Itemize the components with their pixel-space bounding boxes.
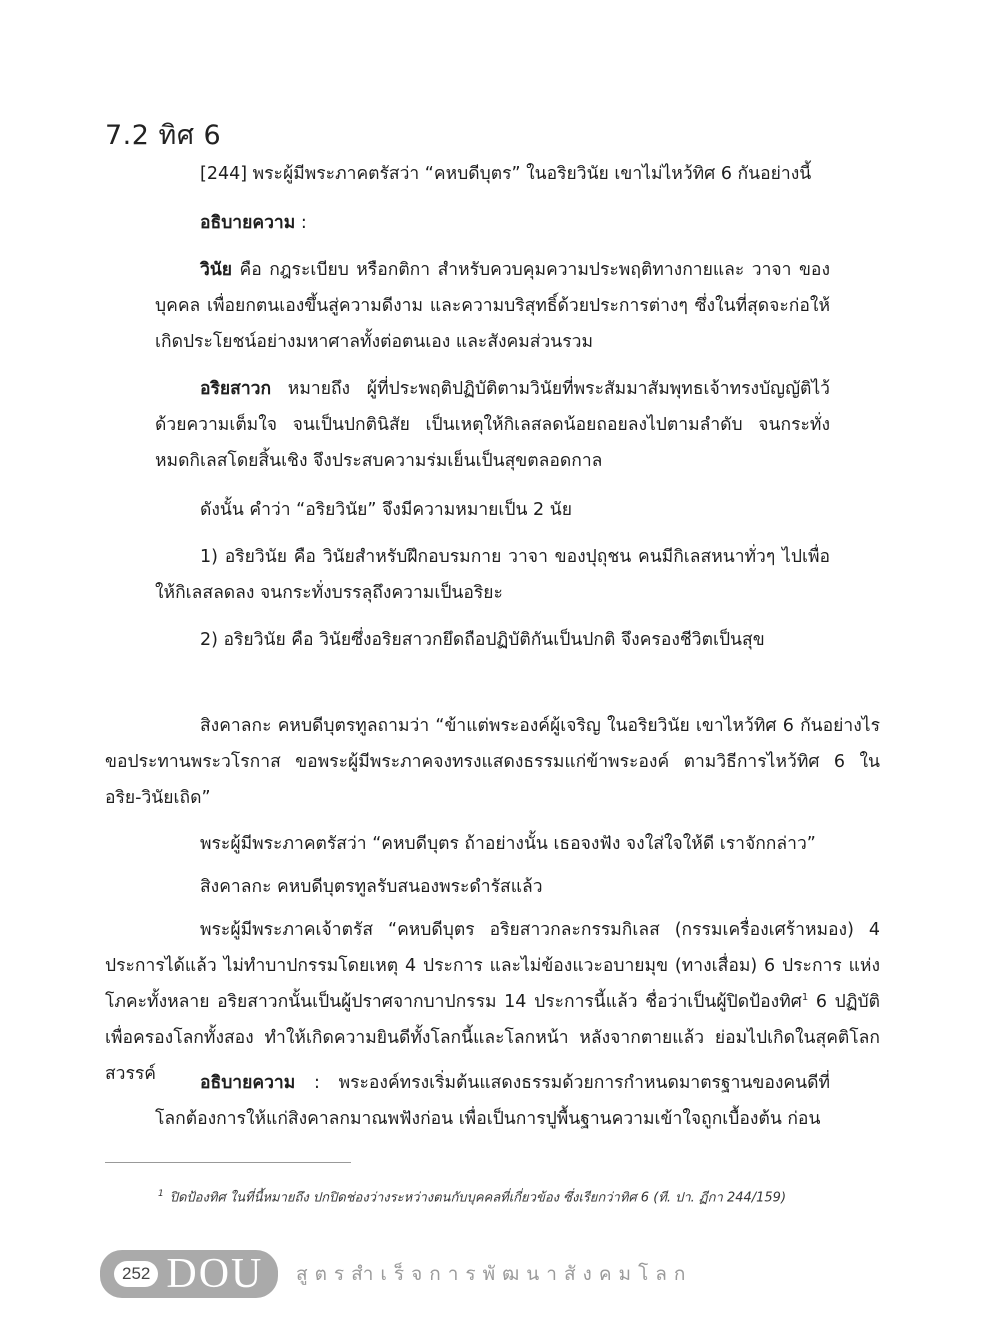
intro-text: [244] พระผู้มีพระภาคตรัสว่า “คหบดีบุตร” ในอริยวินัย เขาไม่ไหว้ทิศ 6 กันอย่างนี้ xyxy=(200,164,812,184)
paragraph-explanation-label xyxy=(155,205,830,241)
paragraph-two-meanings xyxy=(155,492,830,528)
vinaya-term: วินัย xyxy=(200,260,233,280)
teaching-text-b: 6 ปฏิบัติเพื่อครองโลกทั้งสอง ทำให้เกิดความยินดีทั้งโลกนี้และโลกหน้า หลังจากตายแล้ว ย่อมไปเกิดในสุคติโลกสวรรค์ xyxy=(105,992,880,1084)
footnote xyxy=(158,1184,878,1208)
page-number: 252 xyxy=(114,1261,158,1287)
explanation-text-2: : พระองค์ทรงเริ่มต้นแสดงธรรมด้วยการกำหนดมาตรฐานของคนดีที่โลกต้องการให้แก่สิงคาลกมาณพฟังก่อน เพื่อเป็นการปูพื้นฐานความเข้าใจถูกเบื้องต้น ก่อน xyxy=(155,1073,830,1129)
section-heading: 7.2 ทิศ 6 xyxy=(105,120,222,151)
explanation-label-2: อธิบายความ xyxy=(200,1073,296,1093)
paragraph-explanation-2 xyxy=(155,1065,830,1137)
paragraph-ariyasavaka xyxy=(155,371,830,479)
dou-logo: DOU xyxy=(166,1251,264,1297)
footnote-reference[interactable]: 1 xyxy=(801,992,809,1004)
meaning-two-text: 2) อริยวินัย คือ วินัยซึ่งอริยสาวกยึดถือปฏิบัติกันเป็นปกติ จึงครองชีวิตเป็นสุข xyxy=(200,630,765,650)
paragraph-vinaya xyxy=(155,252,830,360)
footnote-divider xyxy=(105,1162,351,1163)
footer-badge xyxy=(100,1250,278,1298)
two-meanings-text: ดังนั้น คำว่า “อริยวินัย” จึงมีความหมายเป็น 2 นัย xyxy=(200,500,572,520)
explanation-label: อธิบายความ xyxy=(200,213,296,233)
page-footer xyxy=(100,1249,692,1299)
footnote-text: ปิดป้องทิศ ในที่นี้หมายถึง ปกปิดช่องว่างระหว่างตนกับบุคคลที่เกี่ยวข้อง ซึ่งเรียกว่าทิศ 6 (ที. ปา. ฏีกา 244/159) xyxy=(169,1190,787,1206)
teaching-text-a: พระผู้มีพระภาคเจ้าตรัส “คหบดีบุตร อริยสาวกละกรรมกิเลส (กรรมเครื่องเศร้าหมอง) 4 ประการได้แล้ว ไม่ทำบาปกรรมโดยเหตุ 4 ประการ และไม่ข้องแวะอบายมุข (ทางเสื่อม) 6 ประการ แห่งโภคะทั้งหลาย อริยสาวกนั้นเป็นผู้ปราศจากบาปกรรม 14 ประการนี้แล้ว ชื่อว่าเป็นผู้ปิดป้องทิศ xyxy=(105,920,880,1012)
explanation-colon: : xyxy=(295,213,307,233)
ariyasavaka-definition: หมายถึง ผู้ที่ประพฤติปฏิบัติตามวินัยที่พระสัมมาสัมพุทธเจ้าทรงบัญญัติไว้ด้วยความเต็มใจ จนเป็นปกตินิสัย เป็นเหตุให้กิเลสลดน้อยถอยลงไปตามลำดับ จนกระทั่ง หมดกิเลสโดยสิ้นเชิง จึงประสบความร่มเย็นเป็นสุขตลอดกาล xyxy=(155,379,830,471)
paragraph-meaning-two xyxy=(155,622,830,658)
meaning-one-text: 1) อริยวินัย คือ วินัยสำหรับฝึกอบรมกาย วาจา ของปุถุชน คนมีกิเลสหนาทั่วๆ ไปเพื่อให้กิเลสลดลง จนกระทั่งบรรลุถึงความเป็นอริยะ xyxy=(155,547,830,603)
singalaka-question-text: สิงคาลกะ คหบดีบุตรทูลถามว่า “ข้าแต่พระองค์ผู้เจริญ ในอริยวินัย เขาไหว้ทิศ 6 กันอย่างไร ขอประทานพระวโรกาส ขอพระผู้มีพระภาคจงทรงแสดงธรรมแก่ข้าพระองค์ ตามวิธีการไหว้ทิศ 6 ในอริย-วินัยเถิด” xyxy=(105,716,880,808)
ariyasavaka-term: อริยสาวก xyxy=(200,379,272,399)
singalaka-response-text: สิงคาลกะ คหบดีบุตรทูลรับสนองพระดำรัสแล้ว xyxy=(200,877,543,897)
series-title: สูตรสำเร็จการพัฒนาสังคมโลก xyxy=(296,1263,693,1285)
paragraph-meaning-one xyxy=(155,539,830,611)
footnote-marker: 1 xyxy=(158,1189,164,1199)
buddha-reply-text: พระผู้มีพระภาคตรัสว่า “คหบดีบุตร ถ้าอย่างนั้น เธอจงฟัง จงใส่ใจให้ดี เราจักกล่าว” xyxy=(200,834,816,854)
paragraph-intro xyxy=(155,156,830,192)
paragraph-singalaka-question xyxy=(105,708,880,816)
paragraph-buddha-reply xyxy=(105,826,880,862)
paragraph-singalaka-response xyxy=(105,869,880,905)
vinaya-definition: คือ กฎระเบียบ หรือกติกา สำหรับควบคุมความประพฤติทางกายและ วาจา ของบุคคล เพื่อยกตนเองขึ้นสู่ความดีงาม และความบริสุทธิ์ด้วยประการต่างๆ ซึ่งในที่สุดจะก่อให้เกิดประโยชน์อย่างมหาศาลทั้งต่อตนเอง และสังคมส่วนรวม xyxy=(155,260,830,352)
